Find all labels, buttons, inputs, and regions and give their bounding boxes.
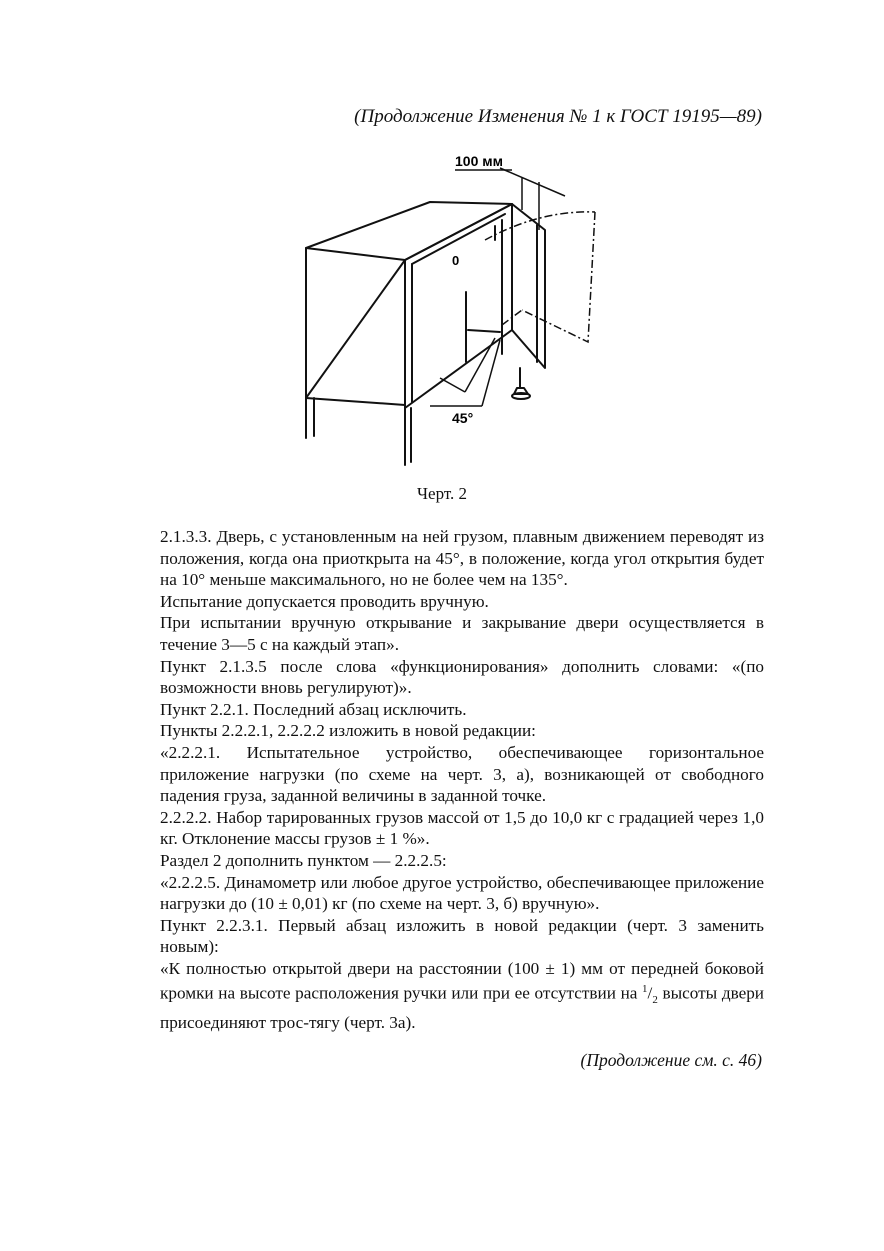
page-header: (Продолжение Изменения № 1 к ГОСТ 19195—89)	[354, 106, 762, 127]
text-span: «К полностью открытой двери на расстоянии (100 ± 1) мм от передней боковой кромки на высоте расположения ручки или при ее отсутствии на	[160, 958, 764, 1004]
paragraph: Пункты 2.2.2.1, 2.2.2.2 изложить в новой редакции:	[160, 721, 536, 741]
paragraph: Испытание допускается проводить вручную.	[160, 591, 489, 611]
page-footer: (Продолжение см. с. 46)	[580, 1050, 762, 1070]
distance-label: 100 мм	[455, 153, 503, 169]
figure-caption: Черт. 2	[416, 484, 468, 503]
fraction-denominator: 2	[652, 994, 658, 1007]
cabinet-top	[306, 202, 512, 260]
zero-label: 0	[452, 253, 460, 268]
cabinet-figure	[290, 140, 610, 480]
angle-label: 45°	[452, 410, 474, 426]
fraction-numerator: 1	[642, 983, 648, 996]
paragraph: Пункт 2.2.1. Последний абзац исключить.	[160, 699, 467, 719]
text-span: высоты двери присоединяют трос-тягу (черт. 3а).	[160, 984, 765, 1033]
body-text	[160, 526, 764, 1034]
paragraph: «2.2.2.1. Испытательное устройство, обеспечивающее горизонтальное приложение нагрузки (по схеме на черт. 3, а), возникающей от свободного падения груза, заданной величины в заданной точке.	[160, 742, 764, 806]
weight-icon	[514, 368, 528, 394]
paragraph: 2.2.2.2. Набор тарированных грузов массой от 1,5 до 10,0 кг с градацией через 1,0 кг. Отклонение массы грузов ± 1 %».	[160, 807, 764, 849]
paragraph: Раздел 2 дополнить пунктом — 2.2.2.5:	[160, 850, 447, 870]
paragraph: «2.2.2.5. Динамометр или любое другое устройство, обеспечивающее приложение нагрузки до (10 ± 0,01) кг (по схеме на черт. 3, б) вручную».	[160, 872, 764, 914]
paragraph: Пункт 2.2.3.1. Первый абзац изложить в новой редакции (черт. 3 заменить новым):	[160, 915, 764, 957]
paragraph: При испытании вручную открывание и закрывание двери осуществляется в течение 3—5 с на каждый этап».	[160, 613, 764, 654]
cabinet-side	[306, 248, 405, 398]
paragraph: Пункт 2.1.3.5 после слова «функционирования» дополнить словами: «(по возможности вновь регулируют)».	[160, 656, 764, 698]
paragraph-last: «К полностью открытой двери на расстоянии (100 ± 1) мм от передней боковой кромки на высоте расположения ручки или при ее отсутствии на $^1/_2$ высоты двери присоединяют трос-тягу (черт. 3а).	[160, 958, 765, 1033]
cabinet-door	[512, 204, 545, 368]
paragraph: 2.1.3.3. Дверь, с установленным на ней грузом, плавным движением переводят из положения, когда она приоткрыта на 45°, в положение, когда угол открытия будет на 10° меньше максимального, но не более чем на 135°.	[160, 527, 764, 590]
